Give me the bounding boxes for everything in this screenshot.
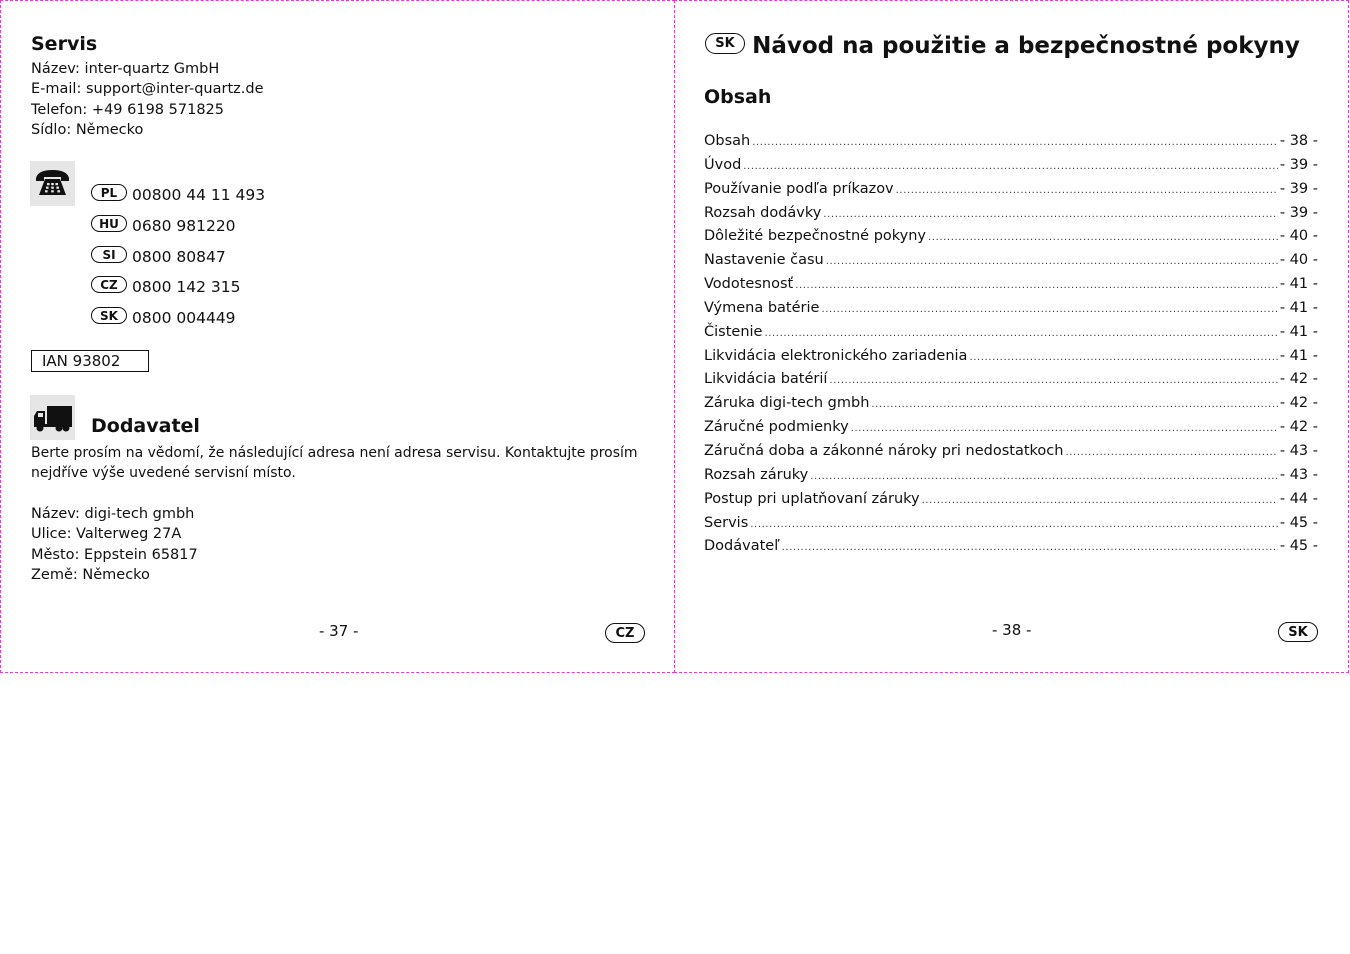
- toc-dot-leader: [1065, 447, 1277, 458]
- dodavatel-note-line: nejdříve výše uvedené servisní místo.: [31, 465, 296, 482]
- phone-row-pl: [91, 184, 265, 206]
- phone-row-si: [91, 246, 226, 268]
- dodavatel-note: [31, 443, 638, 484]
- toc-dot-leader: [764, 328, 1277, 339]
- servis-seat-line: Sídlo: Německo: [31, 121, 144, 138]
- country-badge-si: SI: [91, 246, 127, 263]
- toc-dot-leader: [829, 375, 1277, 386]
- toc-entry: [704, 443, 1318, 467]
- toc-entry: [704, 515, 1318, 539]
- toc-entry-page: - 42 -: [1279, 419, 1318, 436]
- toc-entry: [704, 133, 1318, 157]
- page-number: - 38 -: [992, 621, 1032, 639]
- toc-entry-page: - 39 -: [1279, 156, 1318, 173]
- toc-entry-page: - 42 -: [1279, 371, 1318, 388]
- toc-dot-leader: [826, 256, 1278, 267]
- toc-entry: [704, 467, 1318, 491]
- toc-dot-leader: [810, 471, 1278, 482]
- toc-entry: [704, 157, 1318, 181]
- ian-box: IAN 93802: [31, 350, 149, 372]
- country-badge-sk: SK: [91, 307, 127, 324]
- toc-entry: [704, 538, 1318, 562]
- footer-country-badge: SK: [1278, 622, 1318, 642]
- toc-dot-leader: [871, 399, 1277, 410]
- phone-row-hu: [91, 215, 236, 237]
- toc-dot-leader: [896, 185, 1278, 196]
- toc-entry-page: - 43 -: [1279, 466, 1318, 483]
- toc-entry-page: - 41 -: [1279, 276, 1318, 293]
- toc-entry: [704, 205, 1318, 229]
- toc-entry-page: - 42 -: [1279, 395, 1318, 412]
- toc-entry: [704, 348, 1318, 372]
- left-page: [0, 0, 675, 673]
- phone-row-sk: [91, 307, 236, 329]
- phone-number: 0680 981220: [132, 217, 236, 235]
- toc-dot-leader: [821, 304, 1277, 315]
- toc-entry-label: Používanie podľa príkazov: [704, 180, 894, 197]
- document-title: [705, 33, 1300, 59]
- toc-entry-label: Čistenie: [704, 323, 763, 340]
- toc-entry: [704, 228, 1318, 252]
- servis-name-line: Název: inter-quartz GmbH: [31, 61, 220, 77]
- toc-entry-label: Dôležité bezpečnostné pokyny: [704, 228, 927, 245]
- toc-dot-leader: [922, 495, 1278, 506]
- toc-entry: [704, 252, 1318, 276]
- toc-dot-leader: [795, 280, 1278, 291]
- toc-entry-page: - 39 -: [1279, 180, 1318, 197]
- servis-details: [31, 59, 264, 140]
- dodavatel-note-line: Berte prosím na vědomí, že následující adresa není adresa servisu. Kontaktujte prosím: [31, 445, 638, 461]
- toc-dot-leader: [928, 232, 1278, 243]
- dodavatel-name-line: Název: digi-tech gmbh: [31, 506, 195, 522]
- toc-entry-label: Dodávateľ: [704, 538, 780, 555]
- dodavatel-street-line: Ulice: Valterweg 27A: [31, 526, 182, 543]
- table-of-contents: [704, 133, 1318, 562]
- toc-entry-label: Servis: [704, 514, 749, 531]
- toc-entry: [704, 181, 1318, 205]
- phone-number: 00800 44 11 493: [132, 186, 266, 204]
- toc-entry-label: Likvidácia batérií: [704, 371, 828, 388]
- toc-entry: [704, 371, 1318, 395]
- toc-entry-page: - 41 -: [1279, 299, 1318, 316]
- phone-number: 0800 142 315: [132, 278, 241, 296]
- toc-entry-page: - 38 -: [1279, 133, 1318, 149]
- toc-entry-page: - 45 -: [1279, 538, 1318, 555]
- dodavatel-country-line: Země: Německo: [31, 566, 150, 583]
- toc-entry-label: Rozsah dodávky: [704, 204, 822, 221]
- toc-entry: [704, 324, 1318, 348]
- toc-dot-leader: [823, 209, 1278, 220]
- country-badge-cz: CZ: [91, 276, 127, 293]
- footer-country-badge: CZ: [605, 623, 645, 643]
- dodavatel-heading: Dodavatel: [91, 415, 200, 437]
- toc-entry-page: - 45 -: [1279, 514, 1318, 531]
- toc-dot-leader: [743, 161, 1278, 172]
- toc-dot-leader: [750, 519, 1278, 530]
- toc-entry-label: Záručné podmienky: [704, 419, 849, 436]
- toc-entry-label: Obsah: [704, 133, 751, 149]
- document-title-text: Návod na použitie a bezpečnostné pokyny: [752, 33, 1300, 59]
- toc-entry-label: Záruka digi-tech gmbh: [704, 395, 870, 412]
- toc-entry-page: - 44 -: [1279, 490, 1318, 507]
- toc-entry: [704, 395, 1318, 419]
- toc-dot-leader: [851, 423, 1278, 434]
- toc-dot-leader: [782, 542, 1278, 553]
- toc-entry-page: - 39 -: [1279, 204, 1318, 221]
- telephone-icon: [30, 161, 75, 206]
- servis-email-line: E-mail: support@inter-quartz.de: [31, 81, 264, 98]
- toc-entry-label: Likvidácia elektronického zariadenia: [704, 347, 968, 364]
- servis-phone-line: Telefon: +49 6198 571825: [31, 101, 224, 118]
- toc-entry-label: Výmena batérie: [704, 299, 820, 316]
- toc-entry-label: Vodotesnosť: [704, 276, 794, 293]
- truck-icon: [30, 395, 75, 440]
- page-number: - 37 -: [319, 622, 359, 640]
- toc-entry-label: Rozsah záruky: [704, 466, 809, 483]
- country-badge-pl: PL: [91, 184, 127, 201]
- phone-row-cz: [91, 276, 240, 298]
- dodavatel-address: [31, 504, 198, 585]
- toc-entry: [704, 276, 1318, 300]
- title-country-badge: SK: [705, 33, 745, 54]
- toc-entry-page: - 41 -: [1279, 347, 1318, 364]
- toc-entry-page: - 40 -: [1279, 252, 1318, 269]
- toc-entry-label: Úvod: [704, 156, 742, 173]
- toc-entry-page: - 40 -: [1279, 228, 1318, 245]
- phone-number: 0800 004449: [132, 309, 236, 327]
- toc-entry-page: - 43 -: [1279, 442, 1318, 459]
- toc-entry: [704, 419, 1318, 443]
- toc-entry-label: Postup pri uplatňovaní záruky: [704, 490, 920, 507]
- toc-entry: [704, 300, 1318, 324]
- toc-entry-label: Záručná doba a zákonné nároky pri nedostatkoch: [704, 442, 1064, 459]
- toc-entry-page: - 41 -: [1279, 323, 1318, 340]
- dodavatel-city-line: Město: Eppstein 65817: [31, 546, 198, 563]
- phone-number: 0800 80847: [132, 248, 226, 266]
- toc-dot-leader: [752, 137, 1278, 148]
- toc-entry: [704, 491, 1318, 515]
- country-badge-hu: HU: [91, 215, 127, 232]
- toc-dot-leader: [969, 352, 1277, 363]
- toc-heading: Obsah: [704, 86, 772, 108]
- toc-entry-label: Nastavenie času: [704, 252, 824, 269]
- servis-heading: Servis: [31, 33, 98, 55]
